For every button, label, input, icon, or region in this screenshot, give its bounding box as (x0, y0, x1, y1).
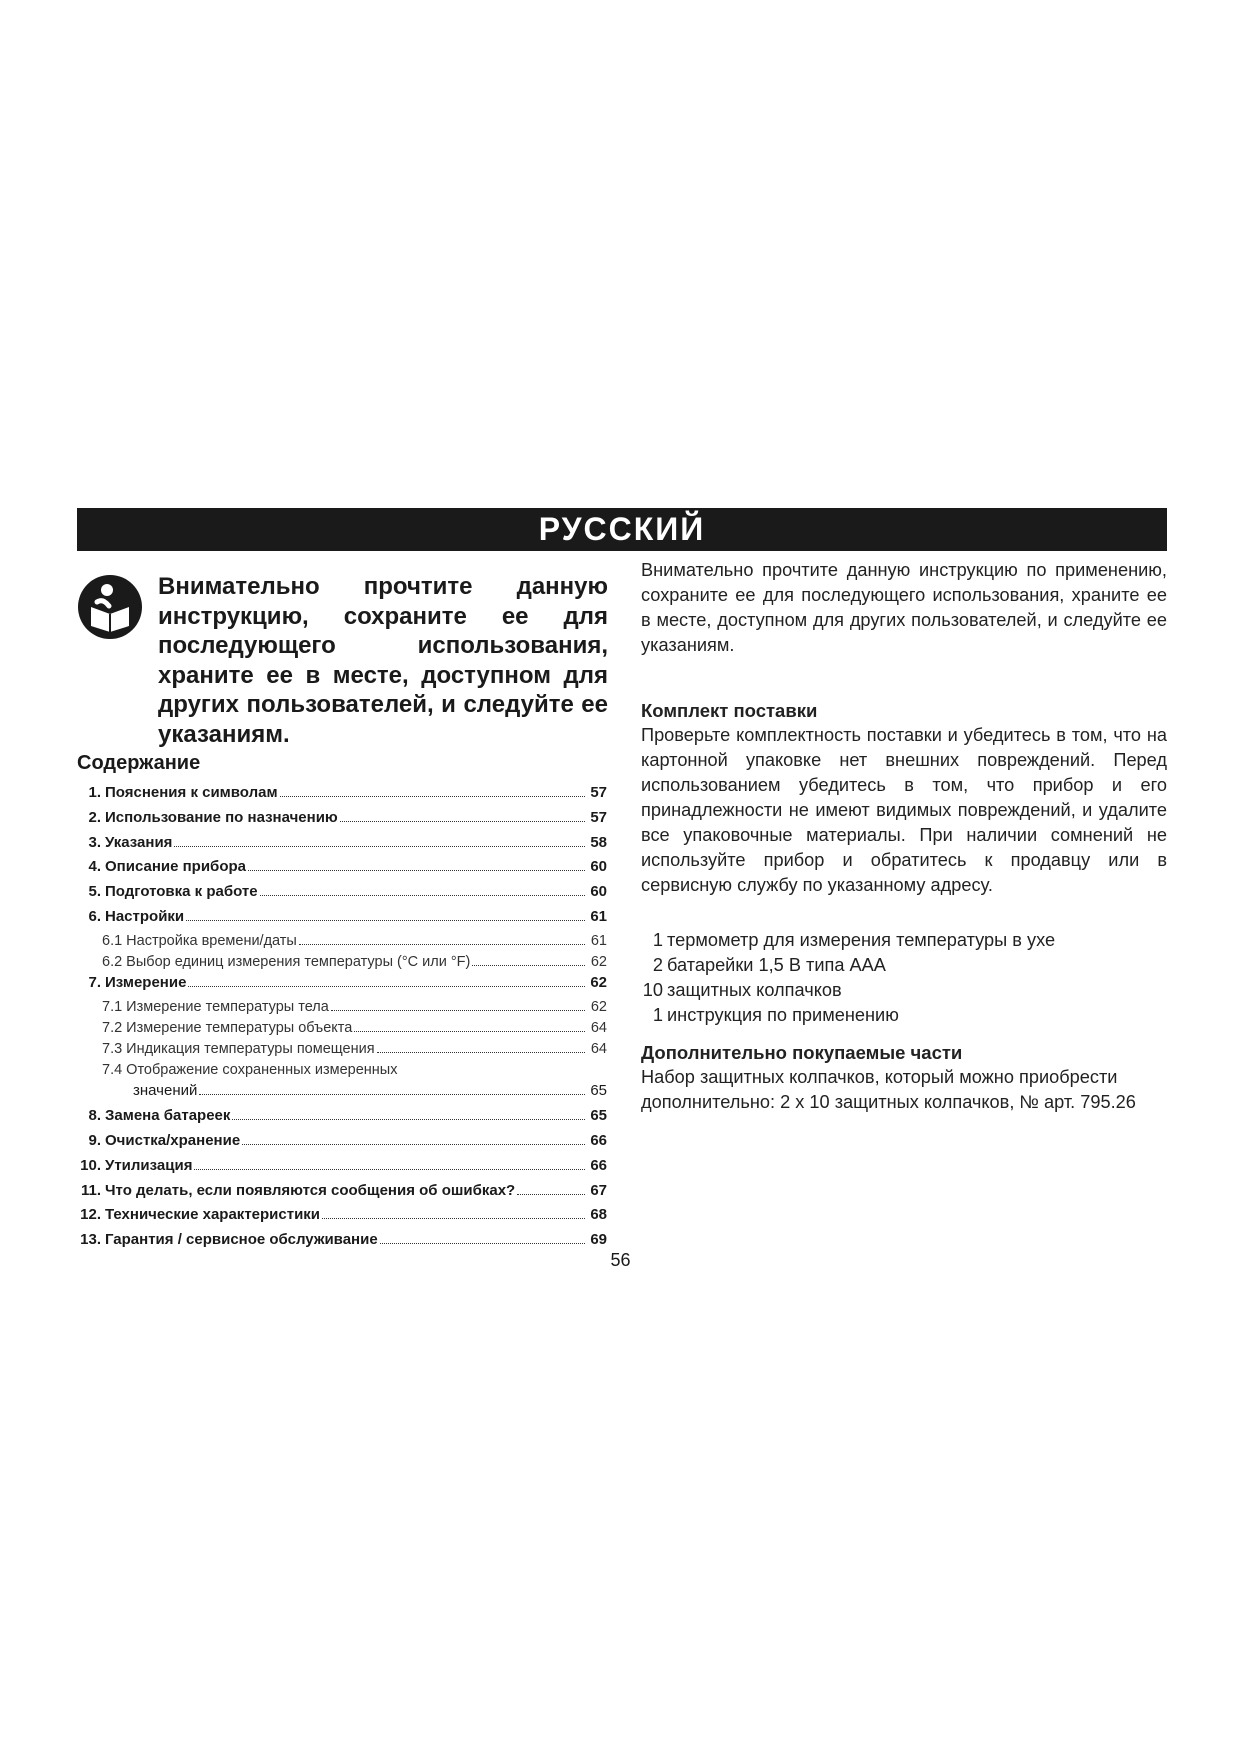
toc-entry-number: 7.3 (102, 1040, 123, 1057)
toc-entry (77, 933, 607, 954)
toc-dot-leader (517, 1194, 585, 1195)
toc-entry-number: 3. (88, 833, 101, 851)
kit-qty: 1 (652, 1005, 663, 1025)
toc-entry-page: 61 (590, 932, 607, 949)
toc-dot-leader (354, 1031, 585, 1032)
toc-entry-number: 7.1 (102, 999, 123, 1016)
toc-dot-leader (186, 920, 585, 921)
toc-entry-page: 60 (590, 858, 607, 876)
toc-dot-leader (199, 1094, 585, 1095)
toc-entry-label: Выбор единиц измерения температуры (°C или °F) (126, 953, 471, 970)
toc-entry (77, 908, 607, 933)
toc-entry-number: 6.1 (102, 932, 123, 949)
toc-entry-number: 8. (88, 1107, 101, 1125)
list-item (641, 953, 1167, 978)
toc-entry-number: 6. (88, 907, 101, 925)
toc-dot-leader (188, 986, 585, 987)
toc-entry-label: Гарантия / сервисное обслуживание (105, 1231, 378, 1249)
toc-entry-number: 6.2 (102, 953, 123, 970)
toc-entry-page: 64 (590, 1019, 607, 1036)
toc-entry-label: значений (133, 1082, 198, 1100)
toc-entry (77, 999, 607, 1020)
toc-entry-number: 7.4 (102, 1061, 123, 1078)
toc-dot-leader (380, 1243, 585, 1244)
toc-entry-label: Измерение (105, 974, 187, 992)
toc-dot-leader (322, 1218, 585, 1219)
kit-qty: 10 (642, 980, 663, 1000)
toc-entry (77, 784, 607, 809)
toc-entry (77, 1157, 607, 1182)
toc-entry (77, 1182, 607, 1207)
toc-entry-page: 57 (590, 808, 607, 826)
toc-entry-page: 68 (590, 1206, 607, 1224)
toc-entry-label: Технические характеристики (105, 1206, 321, 1224)
toc-entry-number: 13. (80, 1231, 101, 1249)
toc-entry-label: Утилизация (105, 1156, 193, 1174)
toc-entry-number: 5. (88, 883, 101, 901)
toc-dot-leader (242, 1144, 585, 1145)
list-item (641, 1003, 1167, 1028)
kit-heading: Комплект поставки (641, 700, 818, 721)
toc-dot-leader (340, 821, 585, 822)
kit-item-text: инструкция по применению (667, 1005, 899, 1025)
toc-dot-leader (331, 1010, 585, 1011)
toc-entry (77, 954, 607, 975)
toc-entry (77, 1107, 607, 1132)
toc-entry-label: Описание прибора (105, 858, 246, 876)
list-item (641, 928, 1167, 953)
toc-entry (77, 1041, 607, 1062)
toc-entry-page: 65 (590, 1107, 607, 1125)
list-item (641, 978, 1167, 1003)
toc-entry-number: 7.2 (102, 1019, 123, 1036)
extra-text: Набор защитных колпачков, который можно приобрести дополнительно: 2 x 10 защитных колпачков, № арт. 795.26 (641, 1067, 1136, 1112)
toc-entry (77, 974, 607, 999)
toc-entry (77, 1020, 607, 1041)
toc-entry-label: Измерение температуры тела (126, 999, 329, 1016)
toc-entry-page: 62 (590, 974, 607, 992)
toc-title: Содержание (77, 752, 201, 774)
toc-dot-leader (194, 1169, 585, 1170)
kit-item-text: защитных колпачков (667, 980, 842, 1000)
intro-text: Внимательно прочтите данную инструкцию по применению, сохраните ее для последующего использования, храните ее в месте, доступном для других пользователей, и следуйте ее указаниям. (641, 560, 1167, 655)
toc-entry-page: 58 (590, 833, 607, 851)
toc-entry (77, 858, 607, 883)
toc-dot-leader (248, 870, 585, 871)
toc-entry-page: 57 (590, 784, 607, 801)
toc-entry-number: 2. (88, 808, 101, 826)
toc-entry (77, 1082, 607, 1107)
extra-heading: Дополнительно покупаемые части (641, 1042, 963, 1063)
toc-entry (77, 1132, 607, 1157)
toc-entry-page: 60 (590, 883, 607, 901)
toc-entry-page: 69 (590, 1231, 607, 1249)
kit-item-text: термометр для измерения температуры в ухе (667, 930, 1056, 950)
toc-entry-number: 10. (80, 1156, 101, 1174)
read-manual-icon (77, 574, 143, 640)
toc-entry-page: 62 (590, 953, 607, 970)
toc-entry-label: Указания (105, 833, 173, 851)
toc-entry-number: 11. (80, 1181, 101, 1199)
toc-dot-leader (232, 1119, 585, 1120)
intro-bold-text: Внимательно прочтите данную инструкцию, сохраните ее для последующего использования, храните ее в месте, доступном для других пользователей, и следуйте ее указаниям. (158, 573, 608, 748)
toc-entry-page: 66 (590, 1131, 607, 1149)
toc-entry-number: 7. (88, 974, 101, 992)
toc-entry-label: Пояснения к символам (105, 784, 278, 801)
toc-entry-label: Очистка/хранение (105, 1131, 241, 1149)
toc-dot-leader (377, 1052, 585, 1053)
toc-entry-page: 64 (590, 1040, 607, 1057)
right-column (641, 558, 1167, 1115)
toc-entry-page: 62 (590, 999, 607, 1016)
kit-list (641, 928, 1167, 1028)
toc-dot-leader (174, 846, 585, 847)
toc-entry-label: Отображение сохраненных измеренных (126, 1061, 398, 1078)
toc-entry-page: 66 (590, 1156, 607, 1174)
toc-dot-leader (280, 796, 585, 797)
page-number: 56 (610, 1250, 631, 1270)
kit-item-text: батарейки 1,5 В типа AAA (667, 955, 886, 975)
toc-entry (77, 1062, 607, 1083)
toc-entry (77, 883, 607, 908)
toc-entry-label: Использование по назначению (105, 808, 338, 826)
toc-dot-leader (299, 944, 585, 945)
toc-entry-page: 65 (590, 1082, 607, 1100)
toc-entry-label: Подготовка к работе (105, 883, 258, 901)
toc-entry-number: 4. (88, 858, 101, 876)
toc-entry-label: Индикация температуры помещения (126, 1040, 375, 1057)
toc-entry-number: 1. (88, 784, 101, 801)
toc-dot-leader (472, 965, 585, 966)
toc-entry-label: Измерение температуры объекта (126, 1019, 353, 1036)
toc-entry (77, 834, 607, 859)
toc-dot-leader (260, 895, 585, 896)
toc-entry-page: 61 (590, 907, 607, 925)
toc-entry (77, 809, 607, 834)
toc-entry (77, 1206, 607, 1231)
toc-entry-number: 9. (88, 1131, 101, 1149)
kit-text: Проверьте комплектность поставки и убедитесь в том, что на картонной упаковке нет внешних повреждений. Перед использованием убедитесь в том, что прибор и его принадлежности не имеют видимых повреждений, и удалите все упаковочные материалы. При наличии сомнений не используйте прибор и обратитесь к продавцу или в сервисную службу по указанному адресу. (641, 725, 1167, 895)
kit-qty: 2 (652, 955, 663, 975)
toc-entry-page: 67 (590, 1181, 607, 1199)
toc-entry-label: Что делать, если появляются сообщения об ошибках? (105, 1181, 516, 1199)
toc-entry-label: Настройки (105, 907, 185, 925)
toc-entry-number: 12. (80, 1206, 101, 1224)
language-header: РУССКИЙ (77, 508, 1167, 551)
kit-qty: 1 (652, 930, 663, 950)
table-of-contents (77, 784, 607, 1256)
toc-entry-label: Замена батареек (105, 1107, 231, 1125)
toc-entry-label: Настройка времени/даты (126, 932, 297, 949)
